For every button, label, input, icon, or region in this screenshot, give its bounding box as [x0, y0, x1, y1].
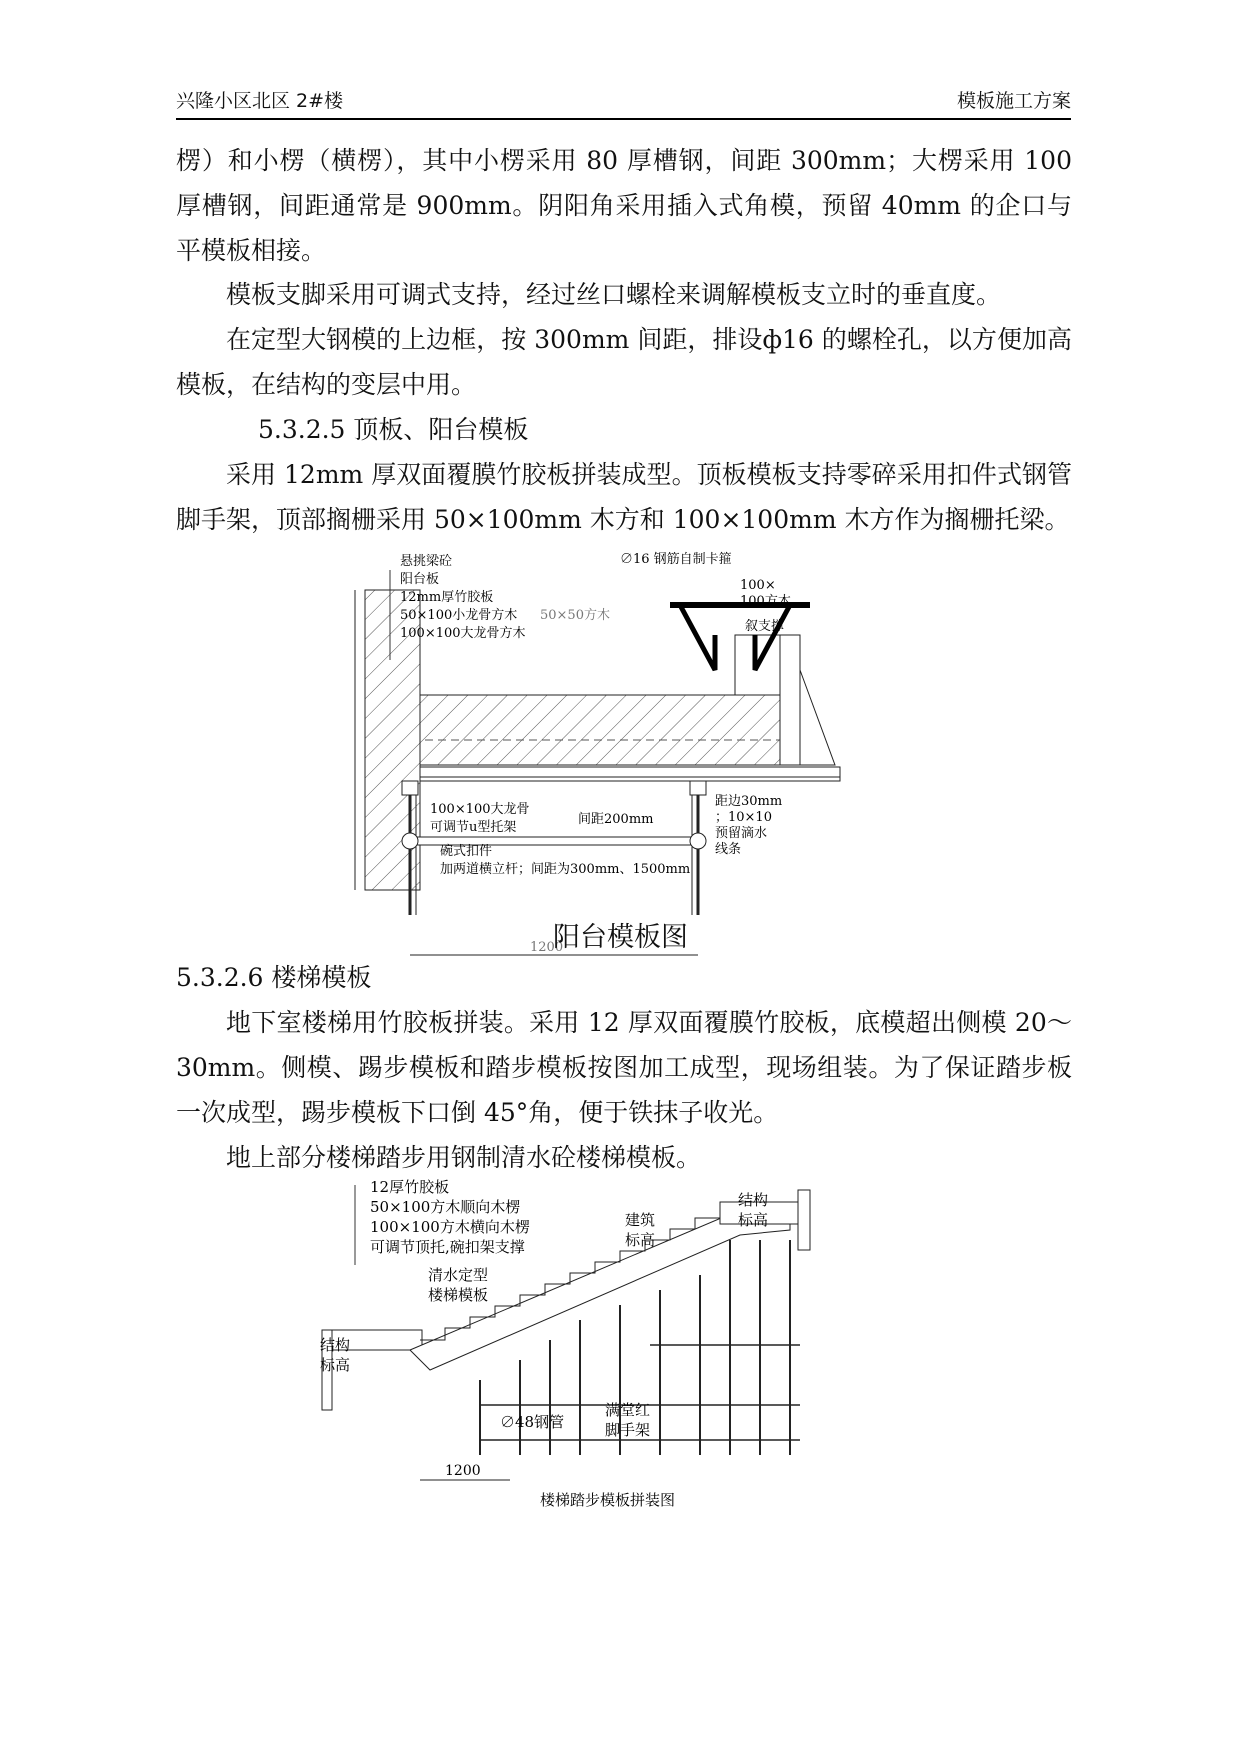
label-big-keel: 100×100大龙骨方木: [400, 626, 526, 641]
label-d2: ；10×10: [715, 810, 772, 825]
section-heading-5-3-2-5: 5.3.2.5 顶板、阳台模板: [258, 415, 529, 444]
label-struct-right-biaogao: 标高: [738, 1211, 769, 1229]
label-b5: 加两道横立杆；间距为300mm、1500mm: [440, 862, 691, 877]
label-d3: 预留滴水: [715, 826, 768, 841]
label-spacing: 间距200mm: [578, 812, 654, 827]
label-scaffold-1: 满堂红: [605, 1401, 651, 1419]
paragraph-8: 地上部分楼梯踏步用钢制清水砼楼梯模板。: [226, 1143, 702, 1172]
figure1-caption: 阳台模板图: [553, 922, 688, 953]
label-b2: 可调节u型托架: [430, 820, 517, 835]
label-b4: 碗式扣件: [440, 844, 493, 859]
stair-formwork-figure: [320, 1180, 920, 1650]
section-heading-5-3-2-6: 5.3.2.6 楼梯模板: [176, 963, 372, 992]
label-dim-1200: 1200: [530, 940, 564, 955]
label-50x50: 50×50方木: [540, 608, 610, 623]
label-xuantiao: 悬挑梁砼: [400, 554, 453, 569]
label-d1: 距边30mm: [715, 794, 783, 809]
label-pipe: ∅48钢管: [500, 1413, 565, 1431]
label-a4: 可调节顶托,碗扣架支撑: [370, 1238, 525, 1256]
label-r1: 100×: [740, 578, 776, 593]
label-a2: 50×100方木顺向木楞: [370, 1198, 521, 1216]
label-a3: 100×100方木横向木楞: [370, 1218, 530, 1236]
label-c1: 清水定型: [428, 1266, 489, 1284]
label-jianzhu: 建筑: [625, 1211, 656, 1229]
header-rule: [176, 118, 1071, 120]
label-small-keel: 50×100小龙骨方木: [400, 608, 518, 623]
label-d4: 线条: [715, 842, 742, 857]
paragraph-2: 模板支脚采用可调式支持，经过丝口螺栓来调解模板支立时的垂直度。: [226, 280, 1002, 309]
label-struct-right: 结构: [738, 1191, 769, 1209]
label-b1: 100×100大龙骨: [430, 802, 530, 817]
figure2-caption: 楼梯踏步模板拼装图: [540, 1491, 676, 1509]
label-scaffold-2: 脚手架: [605, 1421, 651, 1439]
label-clamp: ∅16 钢筋自制卡箍: [620, 552, 732, 567]
paragraph-3: 在定型大钢模的上边框，按 300mm 间距，排设ф16 的螺栓孔，以方便加高模板，在结构的变层中用。: [176, 325, 1072, 399]
label-brace: 叙支撑: [745, 619, 785, 634]
paragraph-1: 楞）和小楞（横楞），其中小楞采用 80 厚槽钢，间距 300mm；大楞采用 100 厚槽钢，间距通常是 900mm。阴阳角采用插入式角模，预留 40mm 的企口与平模板相接。: [176, 146, 1072, 265]
header-left: 兴隆小区北区 2#楼: [176, 90, 344, 112]
label-yangtaiban: 阳台板: [400, 572, 440, 587]
label-c2: 楼梯模板: [428, 1286, 489, 1304]
label-r2: 100方木: [740, 594, 791, 609]
header-right: 模板施工方案: [956, 90, 1071, 112]
label-dim-1200-stair: 1200: [445, 1463, 481, 1479]
paragraph-5: 采用 12mm 厚双面覆膜竹胶板拼装成型。顶板模板支持零碎采用扣件式钢管脚手架，顶部搁栅采用 50×100mm 木方和 100×100mm 木方作为搁栅托梁。: [176, 460, 1072, 534]
paragraph-7: 地下室楼梯用竹胶板拼装。采用 12 厚双面覆膜竹胶板，底模超出侧模 20～30mm。侧模、踢步模板和踏步模板按图加工成型，现场组装。为了保证踏步板一次成型，踢步模板下口倒 45°角，便于铁抹子收光。: [176, 1008, 1072, 1127]
label-jianzhu-biaogao: 标高: [625, 1231, 656, 1249]
label-a1: 12厚竹胶板: [370, 1178, 450, 1196]
label-struct-left-biaogao: 标高: [320, 1356, 351, 1374]
label-struct-left: 结构: [320, 1336, 351, 1354]
label-bamboo-board: 12mm厚竹胶板: [400, 590, 494, 605]
